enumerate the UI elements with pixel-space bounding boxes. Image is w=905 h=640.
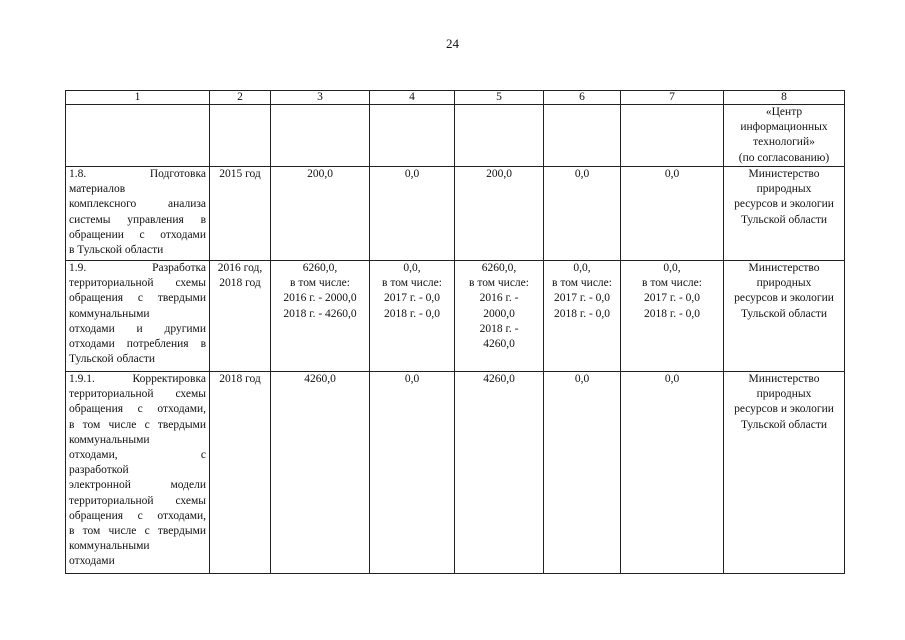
cell-line: 0,0 (664, 168, 680, 180)
cell-line: 2018 г. - 0,0 (383, 307, 441, 320)
cell-line: 2015 год (219, 168, 261, 180)
continuation-row (66, 105, 845, 167)
cell-line: Министерство (748, 262, 820, 274)
column-header: 6 (544, 91, 621, 105)
column-header: 3 (271, 91, 370, 105)
program-table (65, 90, 845, 574)
cell-line: 2017 г. - 0,0 (643, 292, 701, 305)
cell-line: 2018 г. - 0,0 (553, 307, 611, 320)
measure-line: материалов (69, 183, 126, 196)
regional-cell (455, 167, 544, 261)
measure-line: разработкой (69, 464, 129, 477)
cell-line: 200,0 (486, 168, 512, 180)
measure-name-cell (66, 261, 210, 372)
cell-line: 2016 год, (217, 262, 263, 274)
table-row (66, 261, 845, 372)
regional-cell (455, 261, 544, 372)
measure-line: территориальной схемы (69, 388, 206, 401)
measure-line: отходами (69, 555, 115, 568)
cell-line: 0,0 (404, 168, 420, 180)
federal-cell (370, 261, 455, 372)
column-header: 2 (210, 91, 271, 105)
measure-name-cell (66, 167, 210, 261)
cell-line: 2018 г. - 0,0 (643, 307, 701, 320)
measure-line: территориальной схемы (69, 494, 206, 507)
table-cell (370, 105, 455, 167)
measure-line: обращения с твердыми (69, 292, 206, 305)
measure-line: в том числе с твердыми (69, 525, 206, 538)
measure-line: отходами и другими (69, 322, 206, 335)
local-cell (544, 167, 621, 261)
other-cell (621, 261, 724, 372)
table-cell (210, 105, 271, 167)
measure-line: территориальной схемы (69, 277, 206, 290)
cell-line: 2018 г. - 4260,0 (283, 307, 357, 320)
cell-line: ресурсов и экологии (734, 198, 834, 211)
table-row (66, 372, 845, 574)
responsible-cell (724, 261, 845, 372)
measure-line: 1.9.1. Корректировка (69, 373, 206, 385)
total-cell (271, 372, 370, 574)
period-cell (210, 167, 271, 261)
cell-line: ресурсов и экологии (734, 292, 834, 305)
measure-line: обращения с отходами, (69, 509, 206, 522)
cell-line: 2018 год (219, 277, 261, 290)
measure-line: в Тульской области (69, 244, 164, 257)
cell-line: 0,0 (574, 373, 590, 385)
cell-line: в том числе: (290, 277, 350, 290)
other-cell (621, 372, 724, 574)
measure-line: Тульской области (69, 353, 156, 366)
local-cell (544, 372, 621, 574)
cell-line: 0,0, (573, 262, 591, 274)
cell-line: Тульской области (740, 418, 827, 431)
cell-line: природных (756, 183, 812, 196)
cell-line: 0,0 (574, 168, 590, 180)
measure-line: коммунальными (69, 307, 150, 320)
table-cell (621, 105, 724, 167)
column-header: 7 (621, 91, 724, 105)
cell-line: Тульской области (740, 213, 827, 226)
cell-line: 2018 год (219, 373, 261, 385)
cell-line: 2016 г. - 2000,0 (283, 292, 357, 305)
cell-line: 2017 г. - 0,0 (383, 292, 441, 305)
measure-line: коммунальными (69, 433, 150, 446)
cell-line: 0,0 (404, 373, 420, 385)
cell-line: Министерство (748, 168, 820, 180)
table-row (66, 167, 845, 261)
cell-line: (по согласованию) (738, 151, 830, 164)
cell-line: природных (756, 388, 812, 401)
cell-line: 2000,0 (483, 307, 515, 320)
local-cell (544, 261, 621, 372)
cell-line: в том числе: (469, 277, 529, 290)
cell-line: 2017 г. - 0,0 (553, 292, 611, 305)
measure-line: отходами потребления в (69, 338, 206, 351)
responsible-cell (724, 105, 845, 167)
cell-line: 0,0, (403, 262, 421, 274)
cell-line: 2018 г. - (479, 322, 519, 335)
period-cell (210, 261, 271, 372)
cell-line: технологий» (753, 136, 815, 149)
measure-name-cell (66, 372, 210, 574)
cell-line: 6260,0, (302, 262, 338, 274)
measure-line: обращении с отходами (69, 228, 206, 241)
federal-cell (370, 372, 455, 574)
measure-line: обращения с отходами, (69, 403, 206, 416)
cell-line: в том числе: (642, 277, 702, 290)
cell-line: в том числе: (552, 277, 612, 290)
cell-line: 200,0 (307, 168, 333, 180)
cell-line: информационных (740, 121, 828, 134)
measure-line: системы управления в (69, 213, 206, 226)
measure-line: в том числе с твердыми (69, 418, 206, 431)
table-cell (544, 105, 621, 167)
federal-cell (370, 167, 455, 261)
regional-cell (455, 372, 544, 574)
measure-line: коммунальными (69, 540, 150, 553)
measure-line: электронной модели (69, 479, 206, 492)
responsible-cell (724, 167, 845, 261)
table-cell (455, 105, 544, 167)
cell-line: 0,0 (664, 373, 680, 385)
table-cell (271, 105, 370, 167)
cell-line: 2016 г. - (479, 292, 519, 305)
total-cell (271, 167, 370, 261)
other-cell (621, 167, 724, 261)
measure-line: комплексного анализа (69, 198, 206, 211)
measure-line: 1.9. Разработка (69, 262, 206, 274)
measure-line: 1.8. Подготовка (69, 168, 206, 180)
column-header: 5 (455, 91, 544, 105)
cell-line: Министерство (748, 373, 820, 385)
period-cell (210, 372, 271, 574)
cell-line: 4260,0 (304, 373, 336, 385)
table-cell (66, 105, 210, 167)
cell-line: 0,0, (663, 262, 681, 274)
responsible-cell (724, 372, 845, 574)
cell-line: «Центр (765, 106, 803, 118)
cell-line: природных (756, 277, 812, 290)
page-number: 24 (446, 36, 459, 51)
cell-line: Тульской области (740, 307, 827, 320)
column-header: 8 (724, 91, 845, 105)
cell-line: ресурсов и экологии (734, 403, 834, 416)
column-header: 1 (66, 91, 210, 105)
cell-line: в том числе: (382, 277, 442, 290)
total-cell (271, 261, 370, 372)
header-row (66, 91, 845, 105)
cell-line: 4260,0 (483, 338, 515, 351)
column-header: 4 (370, 91, 455, 105)
cell-line: 4260,0 (483, 373, 515, 385)
measure-line: отходами, с (69, 449, 206, 462)
cell-line: 6260,0, (481, 262, 517, 274)
